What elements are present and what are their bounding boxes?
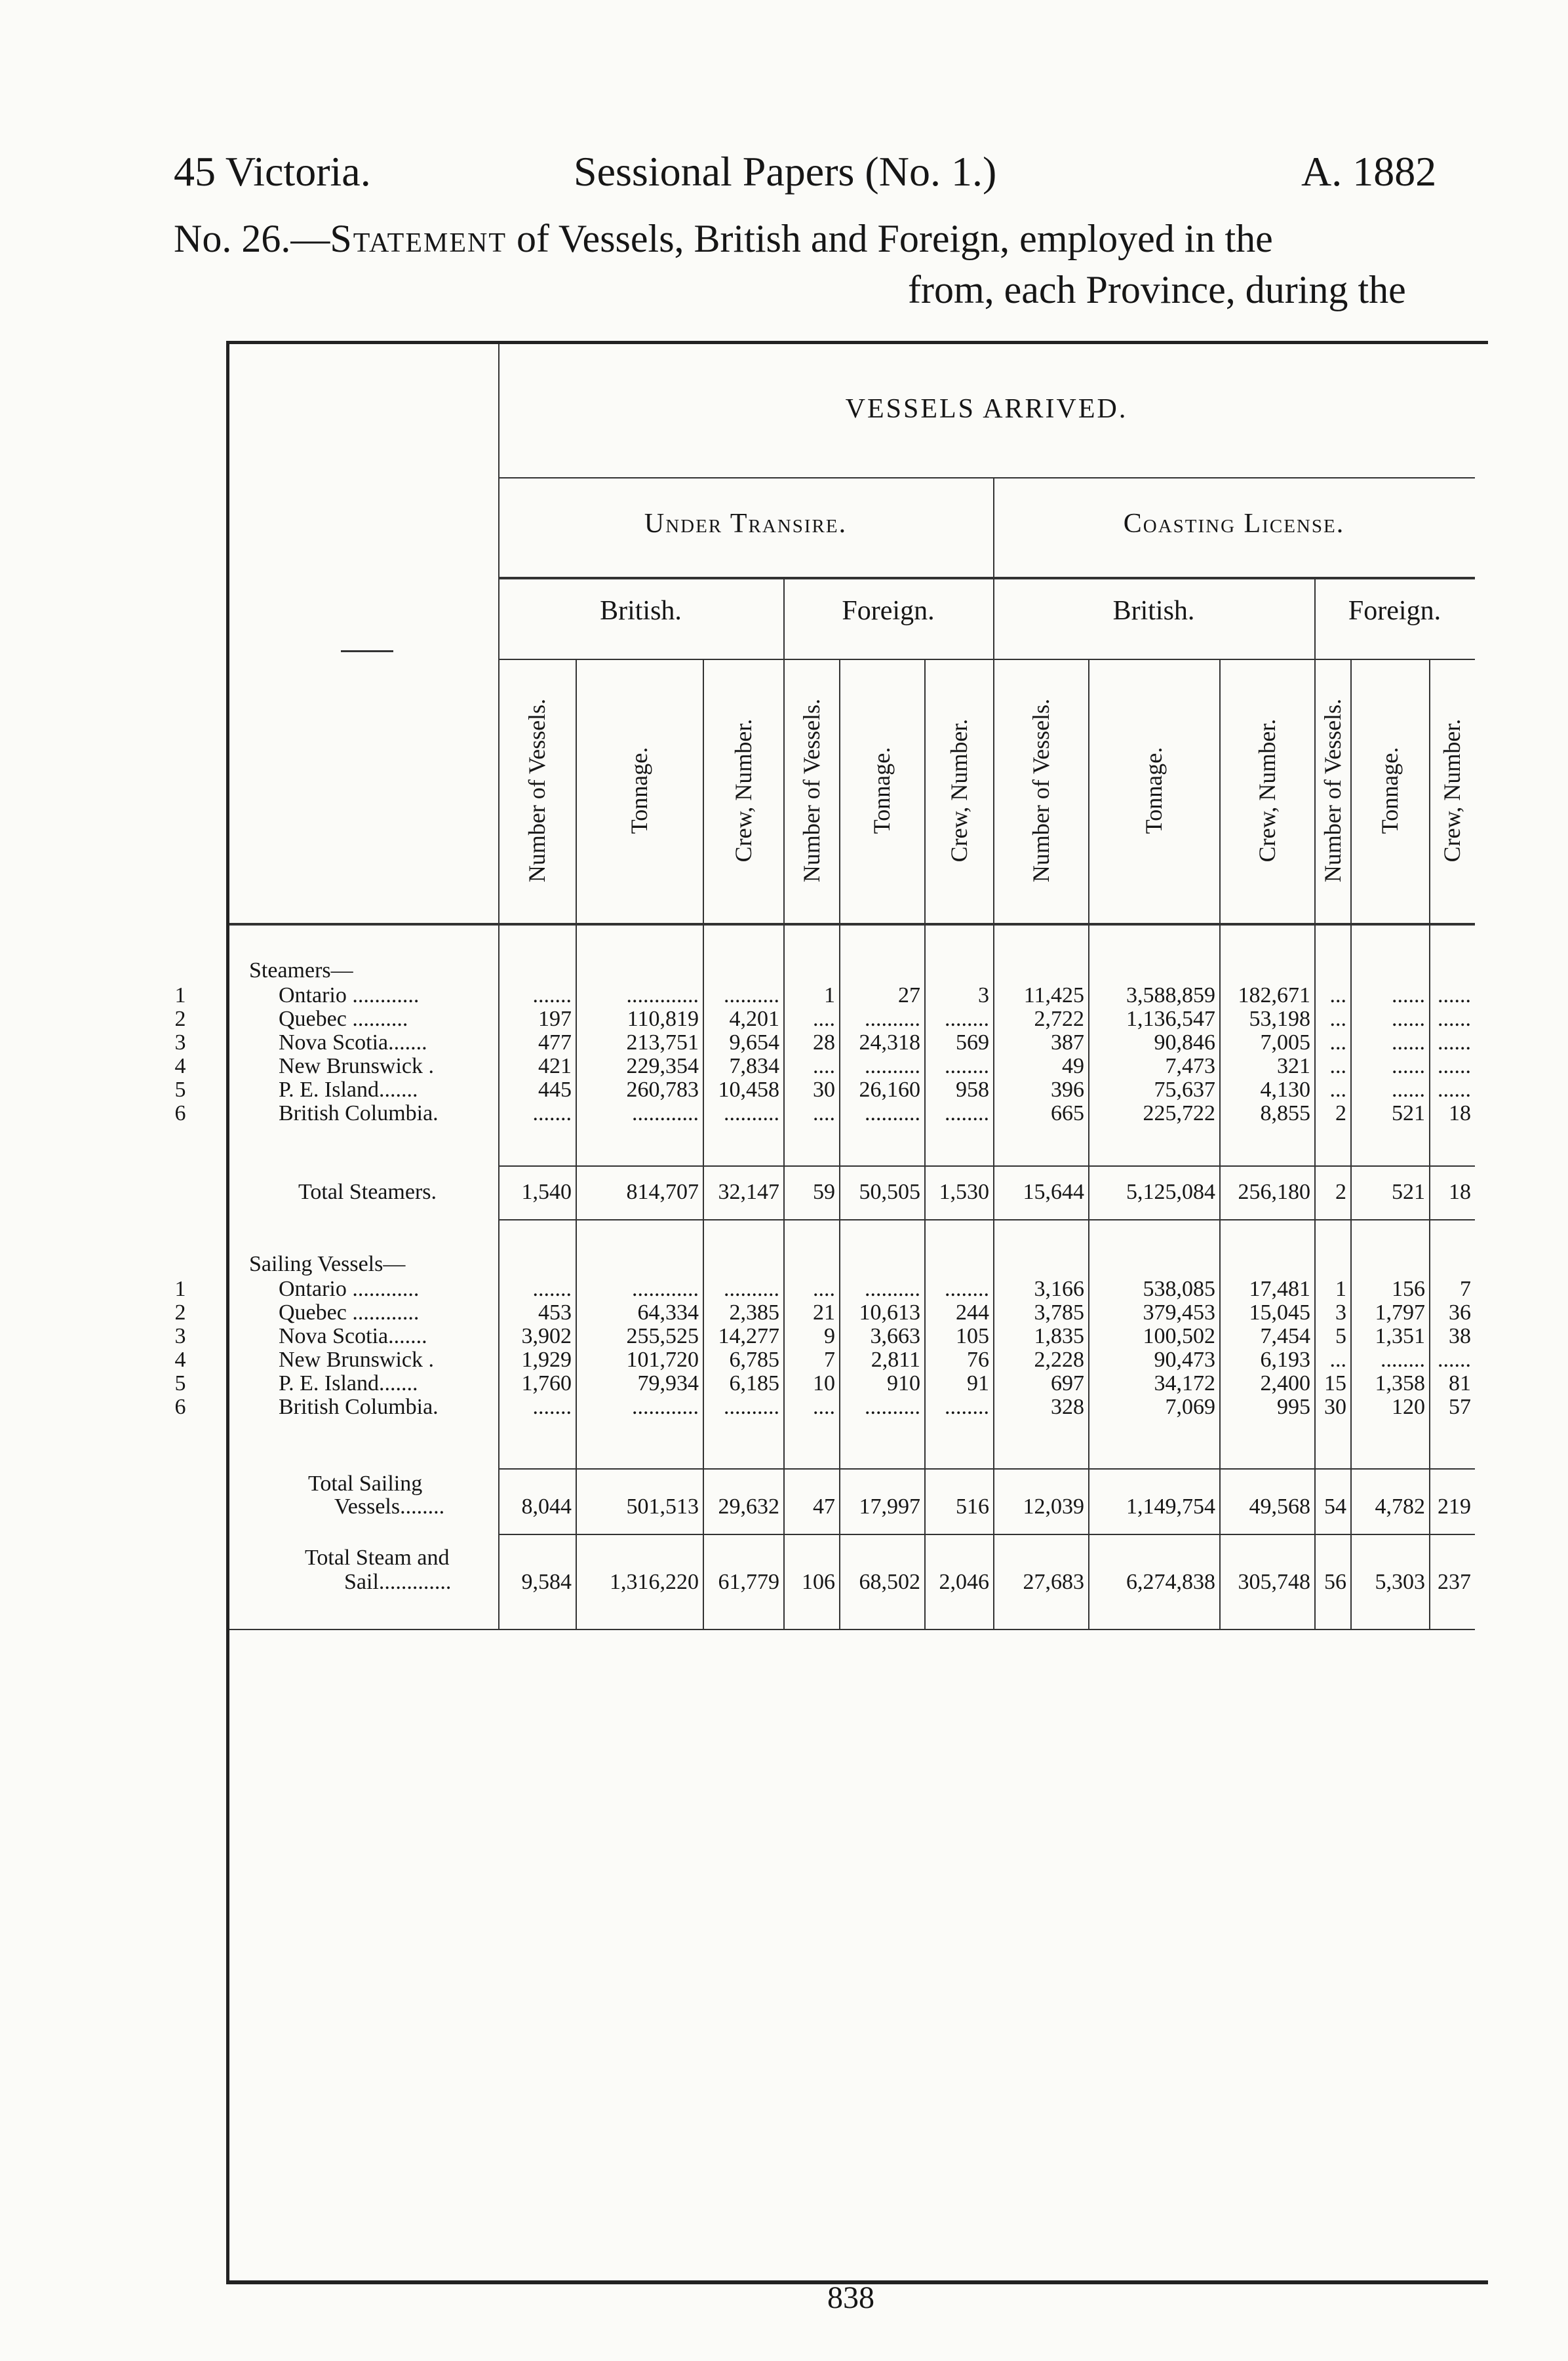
row-label: Ontario ............ <box>279 1277 420 1301</box>
table-cell: 101,720 <box>626 1348 699 1372</box>
table-cell: 569 <box>956 1030 989 1055</box>
row-label: British Columbia. <box>279 1101 439 1125</box>
table-cell: 59 <box>813 1180 835 1204</box>
table-cell: ........ <box>945 1007 989 1031</box>
row-label: Nova Scotia....... <box>279 1030 427 1055</box>
header-center: Sessional Papers (No. 1.) <box>574 148 997 195</box>
rule-above-total-steamers <box>498 1165 1475 1167</box>
table-cell: 4,130 <box>1260 1078 1310 1102</box>
rule-subgroup-divider-1 <box>783 577 785 1629</box>
line-number: 6 <box>174 1101 186 1125</box>
table-cell: ........ <box>1381 1348 1425 1372</box>
table-cell: 396 <box>1051 1078 1084 1102</box>
table-cell: 9,654 <box>729 1030 779 1055</box>
table-cell: ... <box>1329 1054 1346 1078</box>
coasting-license-heading: Coasting License. <box>1123 509 1345 539</box>
table-cell: 328 <box>1051 1395 1084 1419</box>
table-cell: 8,044 <box>521 1494 572 1519</box>
table-cell: ............ <box>632 1395 699 1419</box>
table-cell: 50,505 <box>859 1180 920 1204</box>
total-sailing-label-cont: Vessels........ <box>334 1494 445 1519</box>
table-cell: 17,481 <box>1249 1277 1310 1301</box>
table-cell: 516 <box>956 1494 989 1519</box>
table-cell: ...... <box>1392 983 1425 1007</box>
table-cell: .... <box>813 1395 835 1419</box>
table-cell: .......... <box>865 1277 920 1301</box>
table-cell: 7,834 <box>729 1054 779 1078</box>
table-cell: 213,751 <box>626 1030 699 1055</box>
table-cell: .... <box>813 1054 835 1078</box>
table-cell: .... <box>813 1007 835 1031</box>
table-cell: 106 <box>802 1570 835 1594</box>
table-cell: 2,722 <box>1034 1007 1084 1031</box>
grand-total-label: Total Steam and <box>305 1546 450 1570</box>
transire-foreign-heading: Foreign. <box>842 596 935 626</box>
table-cell: 1,929 <box>521 1348 572 1372</box>
table-cell: 9 <box>824 1324 835 1348</box>
table-cell: 156 <box>1392 1277 1425 1301</box>
table-cell: 2 <box>1335 1180 1346 1204</box>
statement-title <box>174 216 1273 262</box>
under-transire-heading: Under Transire. <box>644 509 848 539</box>
table-cell: 49,568 <box>1249 1494 1310 1519</box>
table-cell: 24,318 <box>859 1030 920 1055</box>
rule-column-4 <box>924 659 926 1629</box>
table-cell: 1,540 <box>521 1180 572 1204</box>
table-cell: 56 <box>1324 1570 1346 1594</box>
rule-under-groups <box>498 577 1475 579</box>
table-cell: 6,785 <box>729 1348 779 1372</box>
table-cell: 90,846 <box>1154 1030 1215 1055</box>
table-cell: 5,303 <box>1375 1570 1425 1594</box>
column-header-10: Number of Vessels. <box>1319 698 1346 883</box>
table-cell: ........ <box>945 1395 989 1419</box>
table-cell: 995 <box>1277 1395 1310 1419</box>
table-cell: 1,760 <box>521 1371 572 1395</box>
table-cell: 321 <box>1277 1054 1310 1078</box>
table-cell: 3,166 <box>1034 1277 1084 1301</box>
table-cell: 814,707 <box>626 1180 699 1204</box>
table-cell: 665 <box>1051 1101 1084 1125</box>
table-cell: 3,785 <box>1034 1300 1084 1325</box>
table-cell: 5,125,084 <box>1126 1180 1215 1204</box>
table-cell: .......... <box>724 1277 779 1301</box>
table-cell: .... <box>813 1101 835 1125</box>
table-cell: 2,811 <box>871 1348 920 1372</box>
table-cell: ....... <box>532 1395 572 1419</box>
table-cell: ... <box>1329 1007 1346 1031</box>
table-cell: 21 <box>813 1300 835 1325</box>
table-cell: 2,046 <box>939 1570 989 1594</box>
column-header-8: Tonnage. <box>1141 747 1167 834</box>
column-header-12: Crew, Number. <box>1439 718 1465 863</box>
table-cell: ...... <box>1392 1078 1425 1102</box>
table-cell: 1 <box>824 983 835 1007</box>
table-cell: ... <box>1329 1030 1346 1055</box>
table-cell: 54 <box>1324 1494 1346 1519</box>
table-cell: 6,185 <box>729 1371 779 1395</box>
rule-under-column-heads <box>229 923 1475 926</box>
row-label: British Columbia. <box>279 1395 439 1419</box>
total-sailing-label: Total Sailing <box>308 1472 423 1496</box>
table-cell: 453 <box>538 1300 572 1325</box>
table-cell: 305,748 <box>1238 1570 1310 1594</box>
rule-column-1 <box>576 659 577 1629</box>
table-cell: 2,385 <box>729 1300 779 1325</box>
table-cell: 120 <box>1392 1395 1425 1419</box>
table-cell: 18 <box>1449 1101 1471 1125</box>
table-cell: 91 <box>967 1371 989 1395</box>
table-cell: ........ <box>945 1101 989 1125</box>
table-cell: 110,819 <box>627 1007 699 1031</box>
table-cell: 3,663 <box>870 1324 920 1348</box>
grand-total-label-cont: Sail............. <box>344 1570 452 1594</box>
sailing-vessels-heading: Sailing Vessels— <box>249 1252 406 1276</box>
row-label: Nova Scotia....... <box>279 1324 427 1348</box>
line-number: 1 <box>174 983 186 1007</box>
table-cell: 1,351 <box>1375 1324 1425 1348</box>
line-number: 3 <box>174 1324 186 1348</box>
column-header-2: Tonnage. <box>626 747 652 834</box>
table-cell: 11,425 <box>1023 983 1084 1007</box>
table-cell: 379,453 <box>1143 1300 1215 1325</box>
table-cell: 7,473 <box>1165 1054 1215 1078</box>
coasting-british-heading: British. <box>1112 596 1195 626</box>
table-cell: 26,160 <box>859 1078 920 1102</box>
table-cell: 64,334 <box>637 1300 699 1325</box>
stub-heading-dash <box>341 650 393 652</box>
table-cell: 3 <box>978 983 989 1007</box>
line-number: 2 <box>174 1300 186 1325</box>
table-cell: 1,149,754 <box>1126 1494 1215 1519</box>
row-label: P. E. Island....... <box>279 1371 418 1395</box>
rule-column-2 <box>703 659 704 1629</box>
row-label: Quebec ............ <box>279 1300 420 1325</box>
table-cell: ... <box>1329 1078 1346 1102</box>
table-cell: .... <box>813 1277 835 1301</box>
table-cell: .......... <box>865 1101 920 1125</box>
title-word: Statement <box>330 217 507 260</box>
column-header-6: Crew, Number. <box>945 718 972 863</box>
table-cell: 237 <box>1438 1570 1471 1594</box>
table-cell: ...... <box>1438 1078 1471 1102</box>
table-cell: 7,005 <box>1260 1030 1310 1055</box>
column-header-4: Number of Vessels. <box>798 698 825 883</box>
table-cell: ............. <box>626 983 699 1007</box>
table-cell: ...... <box>1438 1007 1471 1031</box>
table-cell: 521 <box>1392 1180 1425 1204</box>
table-cell: 1,358 <box>1375 1371 1425 1395</box>
table-cell: 105 <box>956 1324 989 1348</box>
table-cell: 100,502 <box>1143 1324 1215 1348</box>
column-header-5: Tonnage. <box>869 747 895 834</box>
table-cell: 53,198 <box>1249 1007 1310 1031</box>
table-cell: 1,136,547 <box>1126 1007 1215 1031</box>
table-cell: 4,201 <box>729 1007 779 1031</box>
table-cell: 538,085 <box>1143 1277 1215 1301</box>
column-header-1: Number of Vessels. <box>524 698 550 883</box>
table-cell: 910 <box>887 1371 920 1395</box>
table-cell: 445 <box>538 1078 572 1102</box>
table-cell: 10,613 <box>859 1300 920 1325</box>
table-cell: ........ <box>945 1277 989 1301</box>
table-cell: 36 <box>1449 1300 1471 1325</box>
column-header-3: Crew, Number. <box>730 718 756 863</box>
table-cell: 12,039 <box>1023 1494 1084 1519</box>
transire-british-heading: British. <box>600 596 682 626</box>
column-header-11: Tonnage. <box>1377 747 1403 834</box>
table-cell: 521 <box>1392 1101 1425 1125</box>
rule-below-total-steamers <box>498 1219 1475 1220</box>
line-number: 5 <box>174 1078 186 1102</box>
column-header-7: Number of Vessels. <box>1027 698 1054 883</box>
line-number: 3 <box>174 1030 186 1055</box>
table-cell: ...... <box>1392 1054 1425 1078</box>
table-cell: 27,683 <box>1023 1570 1084 1594</box>
title-line1: of Vessels, British and Foreign, employed in the <box>506 217 1273 260</box>
table-cell: 15,644 <box>1023 1180 1084 1204</box>
table-cell: 477 <box>538 1030 572 1055</box>
table-cell: 10 <box>813 1371 835 1395</box>
table-cell: 6,274,838 <box>1126 1570 1215 1594</box>
table-cell: 38 <box>1449 1324 1471 1348</box>
table-cell: .......... <box>724 983 779 1007</box>
table-cell: ........ <box>945 1054 989 1078</box>
table-cell: 1,797 <box>1375 1300 1425 1325</box>
rule-column-8 <box>1429 659 1430 1629</box>
table-cell: 76 <box>967 1348 989 1372</box>
table-cell: 229,354 <box>626 1054 699 1078</box>
table-cell: 61,779 <box>718 1570 779 1594</box>
table-cell: ....... <box>532 1277 572 1301</box>
total-steamers-label: Total Steamers. <box>298 1180 437 1204</box>
table-cell: 1,530 <box>939 1180 989 1204</box>
title-line2: from, each Province, during the <box>908 268 1406 311</box>
table-cell: 197 <box>538 1007 572 1031</box>
table-cell: 3 <box>1335 1300 1346 1325</box>
row-label: New Brunswick . <box>279 1054 435 1078</box>
table-cell: 90,473 <box>1154 1348 1215 1372</box>
vessels-arrived-heading: VESSELS ARRIVED. <box>845 394 1128 424</box>
page-number: 838 <box>827 2280 874 2315</box>
table-cell: 29,632 <box>718 1494 779 1519</box>
table-cell: 182,671 <box>1238 983 1310 1007</box>
table-cell: 7,454 <box>1260 1324 1310 1348</box>
rule-group-divider <box>993 477 994 1629</box>
table-cell: ...... <box>1438 1030 1471 1055</box>
table-cell: 68,502 <box>859 1570 920 1594</box>
table-cell: 2 <box>1335 1101 1346 1125</box>
table-cell: .......... <box>724 1395 779 1419</box>
row-label: Quebec .......... <box>279 1007 408 1031</box>
table-cell: 6,193 <box>1260 1348 1310 1372</box>
table-cell: ....... <box>532 983 572 1007</box>
table-cell: 255,525 <box>626 1324 699 1348</box>
rule-column-3 <box>839 659 840 1629</box>
coasting-foreign-heading: Foreign. <box>1348 596 1441 626</box>
table-cell: ...... <box>1438 1054 1471 1078</box>
table-cell: .......... <box>865 1007 920 1031</box>
table-cell: 34,172 <box>1154 1371 1215 1395</box>
row-label: P. E. Island....... <box>279 1078 418 1102</box>
table-cell: 49 <box>1062 1054 1084 1078</box>
table-cell: 18 <box>1449 1180 1471 1204</box>
table-cell: ... <box>1329 1348 1346 1372</box>
table-cell: ...... <box>1392 1007 1425 1031</box>
line-number: 1 <box>174 1277 186 1301</box>
table-cell: 4,782 <box>1375 1494 1425 1519</box>
table-cell: 15 <box>1324 1371 1346 1395</box>
rule-column-5 <box>1088 659 1089 1629</box>
table-cell: 27 <box>898 983 920 1007</box>
table-cell: 260,783 <box>626 1078 699 1102</box>
table-cell: 2,400 <box>1260 1371 1310 1395</box>
table-cell: ............ <box>632 1101 699 1125</box>
table-cell: 1,316,220 <box>610 1570 699 1594</box>
line-number: 2 <box>174 1007 186 1031</box>
table-cell: 10,458 <box>718 1078 779 1102</box>
row-label: Ontario ............ <box>279 983 420 1007</box>
table-cell: ...... <box>1438 1348 1471 1372</box>
table-cell: ... <box>1329 983 1346 1007</box>
table-cell: 697 <box>1051 1371 1084 1395</box>
table-cell: 7 <box>824 1348 835 1372</box>
table-cell: 79,934 <box>637 1371 699 1395</box>
table-cell: .......... <box>724 1101 779 1125</box>
table-cell: 219 <box>1438 1494 1471 1519</box>
table-cell: ...... <box>1392 1030 1425 1055</box>
title-prefix: No. 26.— <box>174 217 330 260</box>
table-cell: ............ <box>632 1277 699 1301</box>
table-cell: 17,997 <box>859 1494 920 1519</box>
table-cell: 3,588,859 <box>1126 983 1215 1007</box>
table-cell: ...... <box>1438 983 1471 1007</box>
table-cell: 8,855 <box>1260 1101 1310 1125</box>
line-number: 4 <box>174 1348 186 1372</box>
line-number: 5 <box>174 1371 186 1395</box>
header-right: A. 1882 <box>1301 148 1437 195</box>
rule-under-vessels-arrived <box>498 477 1475 478</box>
rule-column-6 <box>1219 659 1221 1629</box>
steamers-heading: Steamers— <box>249 958 353 983</box>
table-cell: 3,902 <box>521 1324 572 1348</box>
line-number: 4 <box>174 1054 186 1078</box>
table-cell: 30 <box>1324 1395 1346 1419</box>
table-cell: 244 <box>956 1300 989 1325</box>
table-cell: 47 <box>813 1494 835 1519</box>
table-cell: 225,722 <box>1143 1101 1215 1125</box>
rule-above-total-sailing <box>498 1468 1475 1470</box>
row-label: New Brunswick . <box>279 1348 435 1372</box>
table-cell: 5 <box>1335 1324 1346 1348</box>
table-cell: 7 <box>1460 1277 1471 1301</box>
table-cell: 57 <box>1449 1395 1471 1419</box>
table-cell: 958 <box>956 1078 989 1102</box>
table-cell: 30 <box>813 1078 835 1102</box>
table-cell: 7,069 <box>1165 1395 1215 1419</box>
header-left: 45 Victoria. <box>174 148 371 195</box>
table-cell: 1,835 <box>1034 1324 1084 1348</box>
table-cell: ....... <box>532 1101 572 1125</box>
table-cell: 501,513 <box>626 1494 699 1519</box>
table-cell: .......... <box>865 1395 920 1419</box>
table-cell: 387 <box>1051 1030 1084 1055</box>
rule-under-grand-total <box>229 1629 1475 1630</box>
column-header-9: Crew, Number. <box>1253 718 1280 863</box>
table-cell: 15,045 <box>1249 1300 1310 1325</box>
table-cell: 14,277 <box>718 1324 779 1348</box>
table-cell: 81 <box>1449 1371 1471 1395</box>
line-number: 6 <box>174 1395 186 1419</box>
table-cell: .......... <box>865 1054 920 1078</box>
table-cell: 421 <box>538 1054 572 1078</box>
table-cell: 2,228 <box>1034 1348 1084 1372</box>
table-cell: 9,584 <box>521 1570 572 1594</box>
table-cell: 256,180 <box>1238 1180 1310 1204</box>
table-cell: 28 <box>813 1030 835 1055</box>
table-cell: 1 <box>1335 1277 1346 1301</box>
rule-above-grand-total <box>498 1534 1475 1535</box>
table-cell: 75,637 <box>1154 1078 1215 1102</box>
table-cell: 32,147 <box>718 1180 779 1204</box>
